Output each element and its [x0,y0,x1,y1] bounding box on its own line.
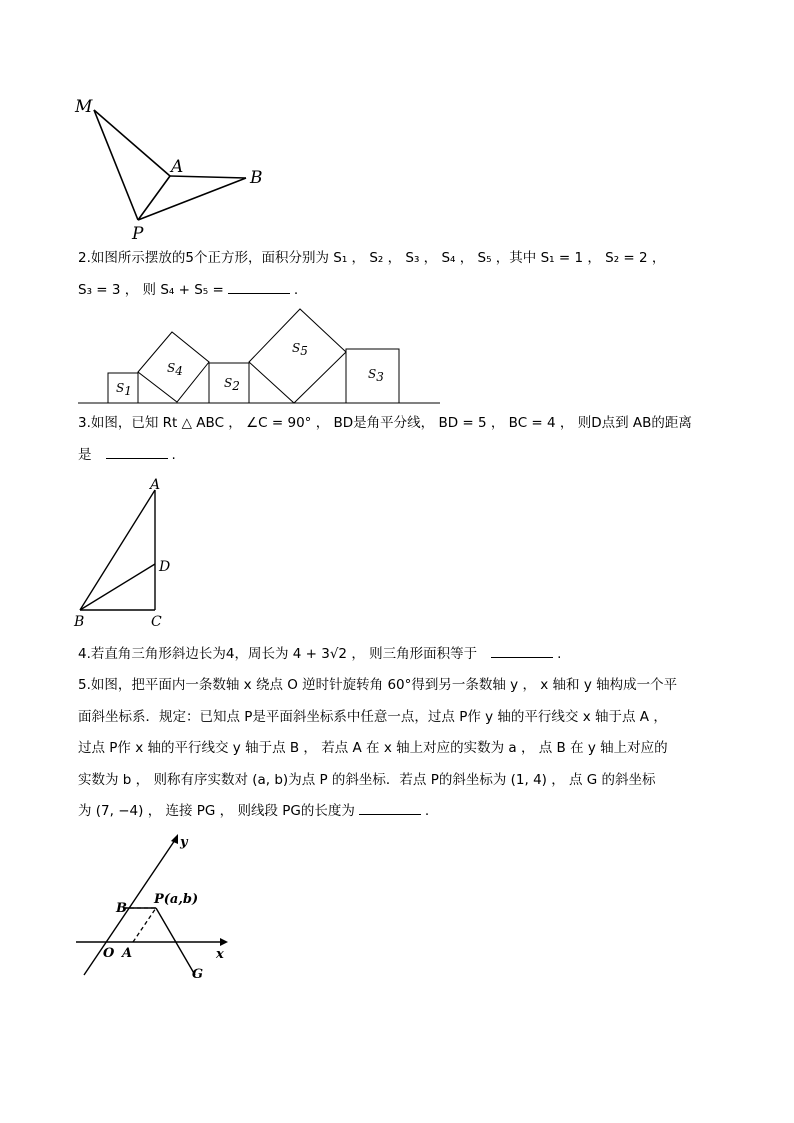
q5-line5-end: . [424,803,430,819]
label-b: B [116,901,127,916]
q2-line2-text: S₃ = 3 ， 则 S₄ + S₅ = [78,282,224,298]
figure-right-triangle-abc [70,472,190,632]
label-s4: S4 [167,361,183,378]
figure-five-squares [70,302,450,408]
y-axis-arrow [171,834,178,844]
label-m: M [75,97,93,117]
q4-end: . [557,646,562,662]
q2-line2 [78,281,728,299]
label-g: G [192,967,204,982]
q3-line2-end: . [171,447,176,463]
answer-blank-q3[interactable] [106,446,168,459]
q5-line5 [78,802,728,820]
answer-blank-q5[interactable] [359,802,421,815]
label-d: D [159,559,171,575]
figure-triangle-mapb [70,92,280,242]
label-x: x [216,947,224,962]
q3-line2-text: 是 [78,447,92,463]
label-y: y [180,835,188,850]
label-a: A [171,157,184,177]
q3-line2 [78,446,728,464]
q5-line3: 过点 P作 x 轴的平行线交 y 轴于点 B ， 若点 A 在 x 轴上对应的实数为 a ， 点 B 在 y 轴上对应的 [78,740,668,756]
label-s1: S1 [116,381,132,398]
q4-line1 [78,645,728,663]
label-o: O [103,946,115,961]
figure-oblique-coordinate-system [70,830,240,990]
label-b: B [74,614,85,630]
answer-blank-q2[interactable] [228,281,290,294]
label-s5: S5 [292,341,308,358]
label-a: A [150,477,161,493]
label-a: A [122,946,133,961]
q5-line1: 5.如图，把平面内一条数轴 x 绕点 O 逆时针旋转角 60°得到另一条数轴 y ， x 轴和 y 轴构成一个平 [78,677,678,693]
label-s3: S3 [368,367,384,384]
q5-line2: 面斜坐标系．规定：已知点 P是平面斜坐标系中任意一点，过点 P作 y 轴的平行线交 x 轴于点 A ， [78,709,667,725]
q5-line5-text: 为 (7, −4) ， 连接 PG ， 则线段 PG的长度为 [78,803,355,819]
label-p: P [132,224,144,244]
x-axis-arrow [220,938,228,946]
q2-line1: 2.如图所示摆放的5个正方形，面积分别为 S₁ ， S₂ ， S₃ ， S₄ ， S₅ ，其中 S₁ = 1 ， S₂ = 2 ， [78,250,666,266]
q2-line2-end: . [293,282,299,298]
label-c: C [151,614,162,630]
label-p: P(a,b) [154,892,199,907]
q3-line1: 3.如图，已知 Rt △ ABC ， ∠C = 90° ， BD是角平分线， BD = 5 ， BC = 4 ， 则D点到 AB的距离 [78,415,692,431]
label-b: B [250,168,263,188]
q5-line4: 实数为 b ， 则称有序实数对 (a, b)为点 P 的斜坐标．若点 P的斜坐标为 (1, 4) ， 点 G 的斜坐标 [78,772,656,788]
answer-blank-q4[interactable] [491,645,553,658]
label-s2: S2 [224,376,240,393]
q4-text: 4.若直角三角形斜边长为4，周长为 4 + 3√2 ， 则三角形面积等于 [78,646,478,662]
